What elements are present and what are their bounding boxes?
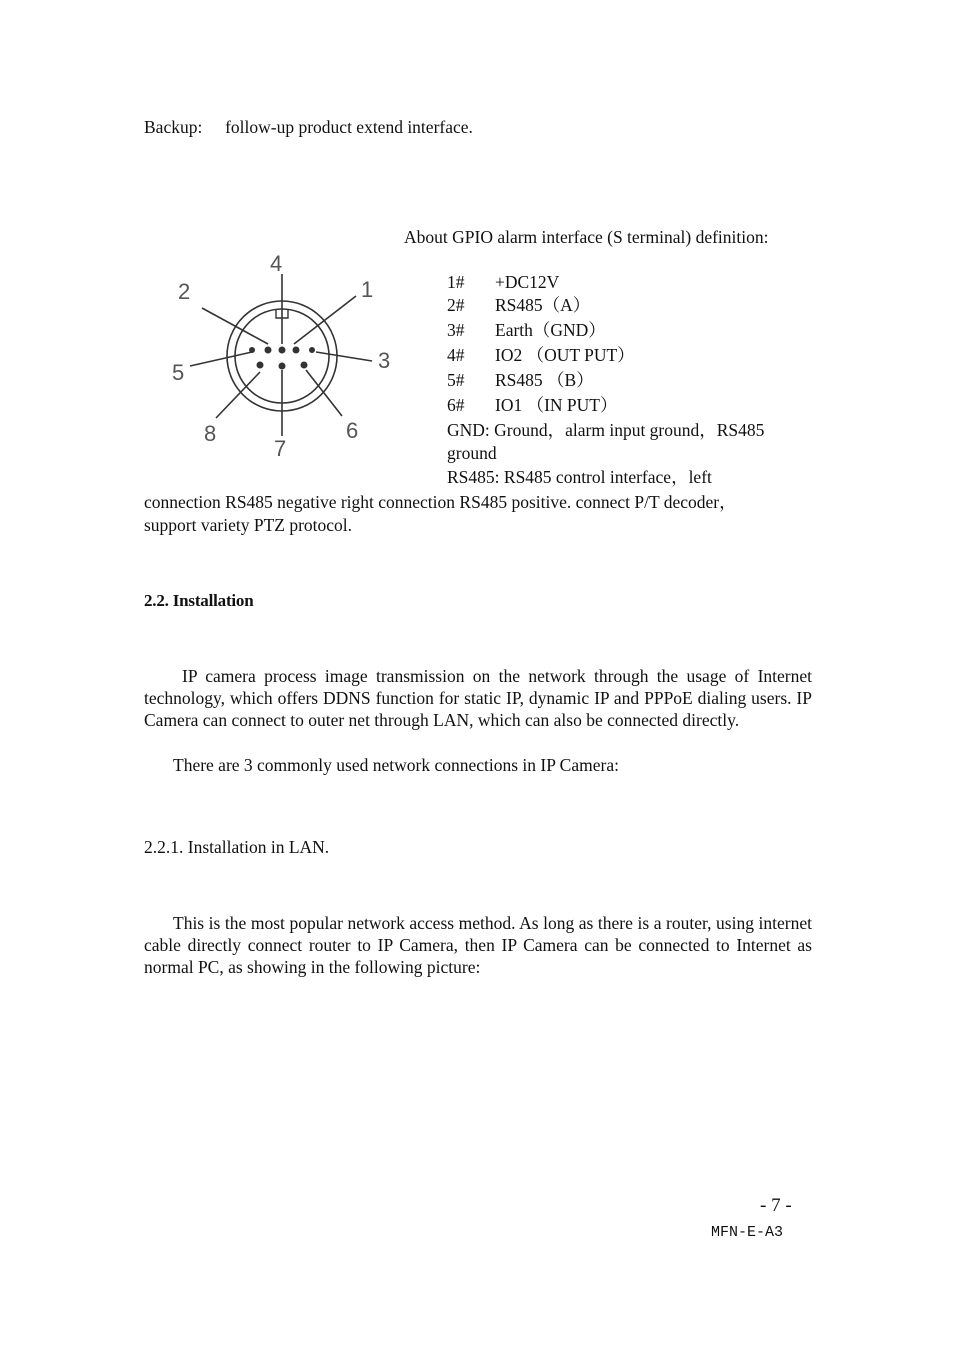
pin-row — [447, 294, 590, 316]
pin-desc: Earth（GND） — [495, 320, 606, 340]
backup-line — [144, 116, 473, 138]
backup-text: follow-up product extend interface. — [225, 117, 473, 137]
subsection-body-paragraph: This is the most popular network access method. As long as there is a router, using internet cable directly connect router to IP Camera, then IP Camera can be connected to Internet as normal PC, as showing in the following picture: — [144, 913, 812, 977]
pin-row — [447, 344, 635, 366]
gnd-line-2: ground — [447, 443, 497, 463]
gnd-line-1: GND: Ground，alarm input ground，RS485 — [447, 420, 765, 440]
section-intro-paragraph: IP camera process image transmission on the network through the usage of Internet technology, which offers DDNS function for static IP, dynamic IP and PPPoE dialing users. IP Camera can connect to outer net through LAN, which can also be connected directly. — [144, 666, 812, 730]
gpio-title: About GPIO alarm interface (S terminal) definition: — [404, 227, 769, 247]
backup-label: Backup: — [144, 117, 203, 137]
pin-desc: +DC12V — [495, 272, 560, 292]
diagram-label-4: 4 — [270, 251, 283, 276]
section-heading: 2.2. Installation — [144, 591, 254, 610]
diagram-label-7: 7 — [274, 436, 287, 461]
pin-desc: RS485（A） — [495, 295, 591, 315]
pin-number: 5# — [447, 370, 465, 390]
diagram-label-3: 3 — [378, 348, 391, 373]
connections-line: There are 3 commonly used network connections in IP Camera: — [173, 755, 619, 775]
pin-desc: RS485 （B） — [495, 370, 594, 390]
subsection-heading: 2.2.1. Installation in LAN. — [144, 837, 330, 857]
pin-row — [447, 394, 618, 416]
pin-number: 4# — [447, 345, 465, 365]
diagram-label-2: 2 — [178, 279, 191, 304]
diagram-label-8: 8 — [204, 421, 217, 446]
pin-number: 1# — [447, 272, 465, 292]
pin-number: 3# — [447, 320, 465, 340]
document-code: MFN-E-A3 — [711, 1224, 784, 1241]
pin-row — [447, 369, 594, 391]
pin-row — [447, 319, 606, 341]
gpio-connector-diagram — [160, 246, 410, 468]
rs485-line-3: support variety PTZ protocol. — [144, 515, 353, 535]
pin-desc: IO2 （OUT PUT） — [495, 345, 635, 365]
pin-number: 2# — [447, 295, 465, 315]
diagram-label-1: 1 — [361, 277, 374, 302]
rs485-line-1: RS485: RS485 control interface，left — [447, 467, 712, 487]
diagram-label-6: 6 — [346, 418, 359, 443]
pin-number: 6# — [447, 395, 465, 415]
pin-row — [447, 271, 559, 293]
diagram-label-5: 5 — [172, 360, 185, 385]
pin-desc: IO1 （IN PUT） — [495, 395, 618, 415]
page-number: - 7 - — [760, 1195, 792, 1216]
rs485-line-2: connection RS485 negative right connection RS485 positive. connect P/T decoder， — [144, 492, 737, 512]
